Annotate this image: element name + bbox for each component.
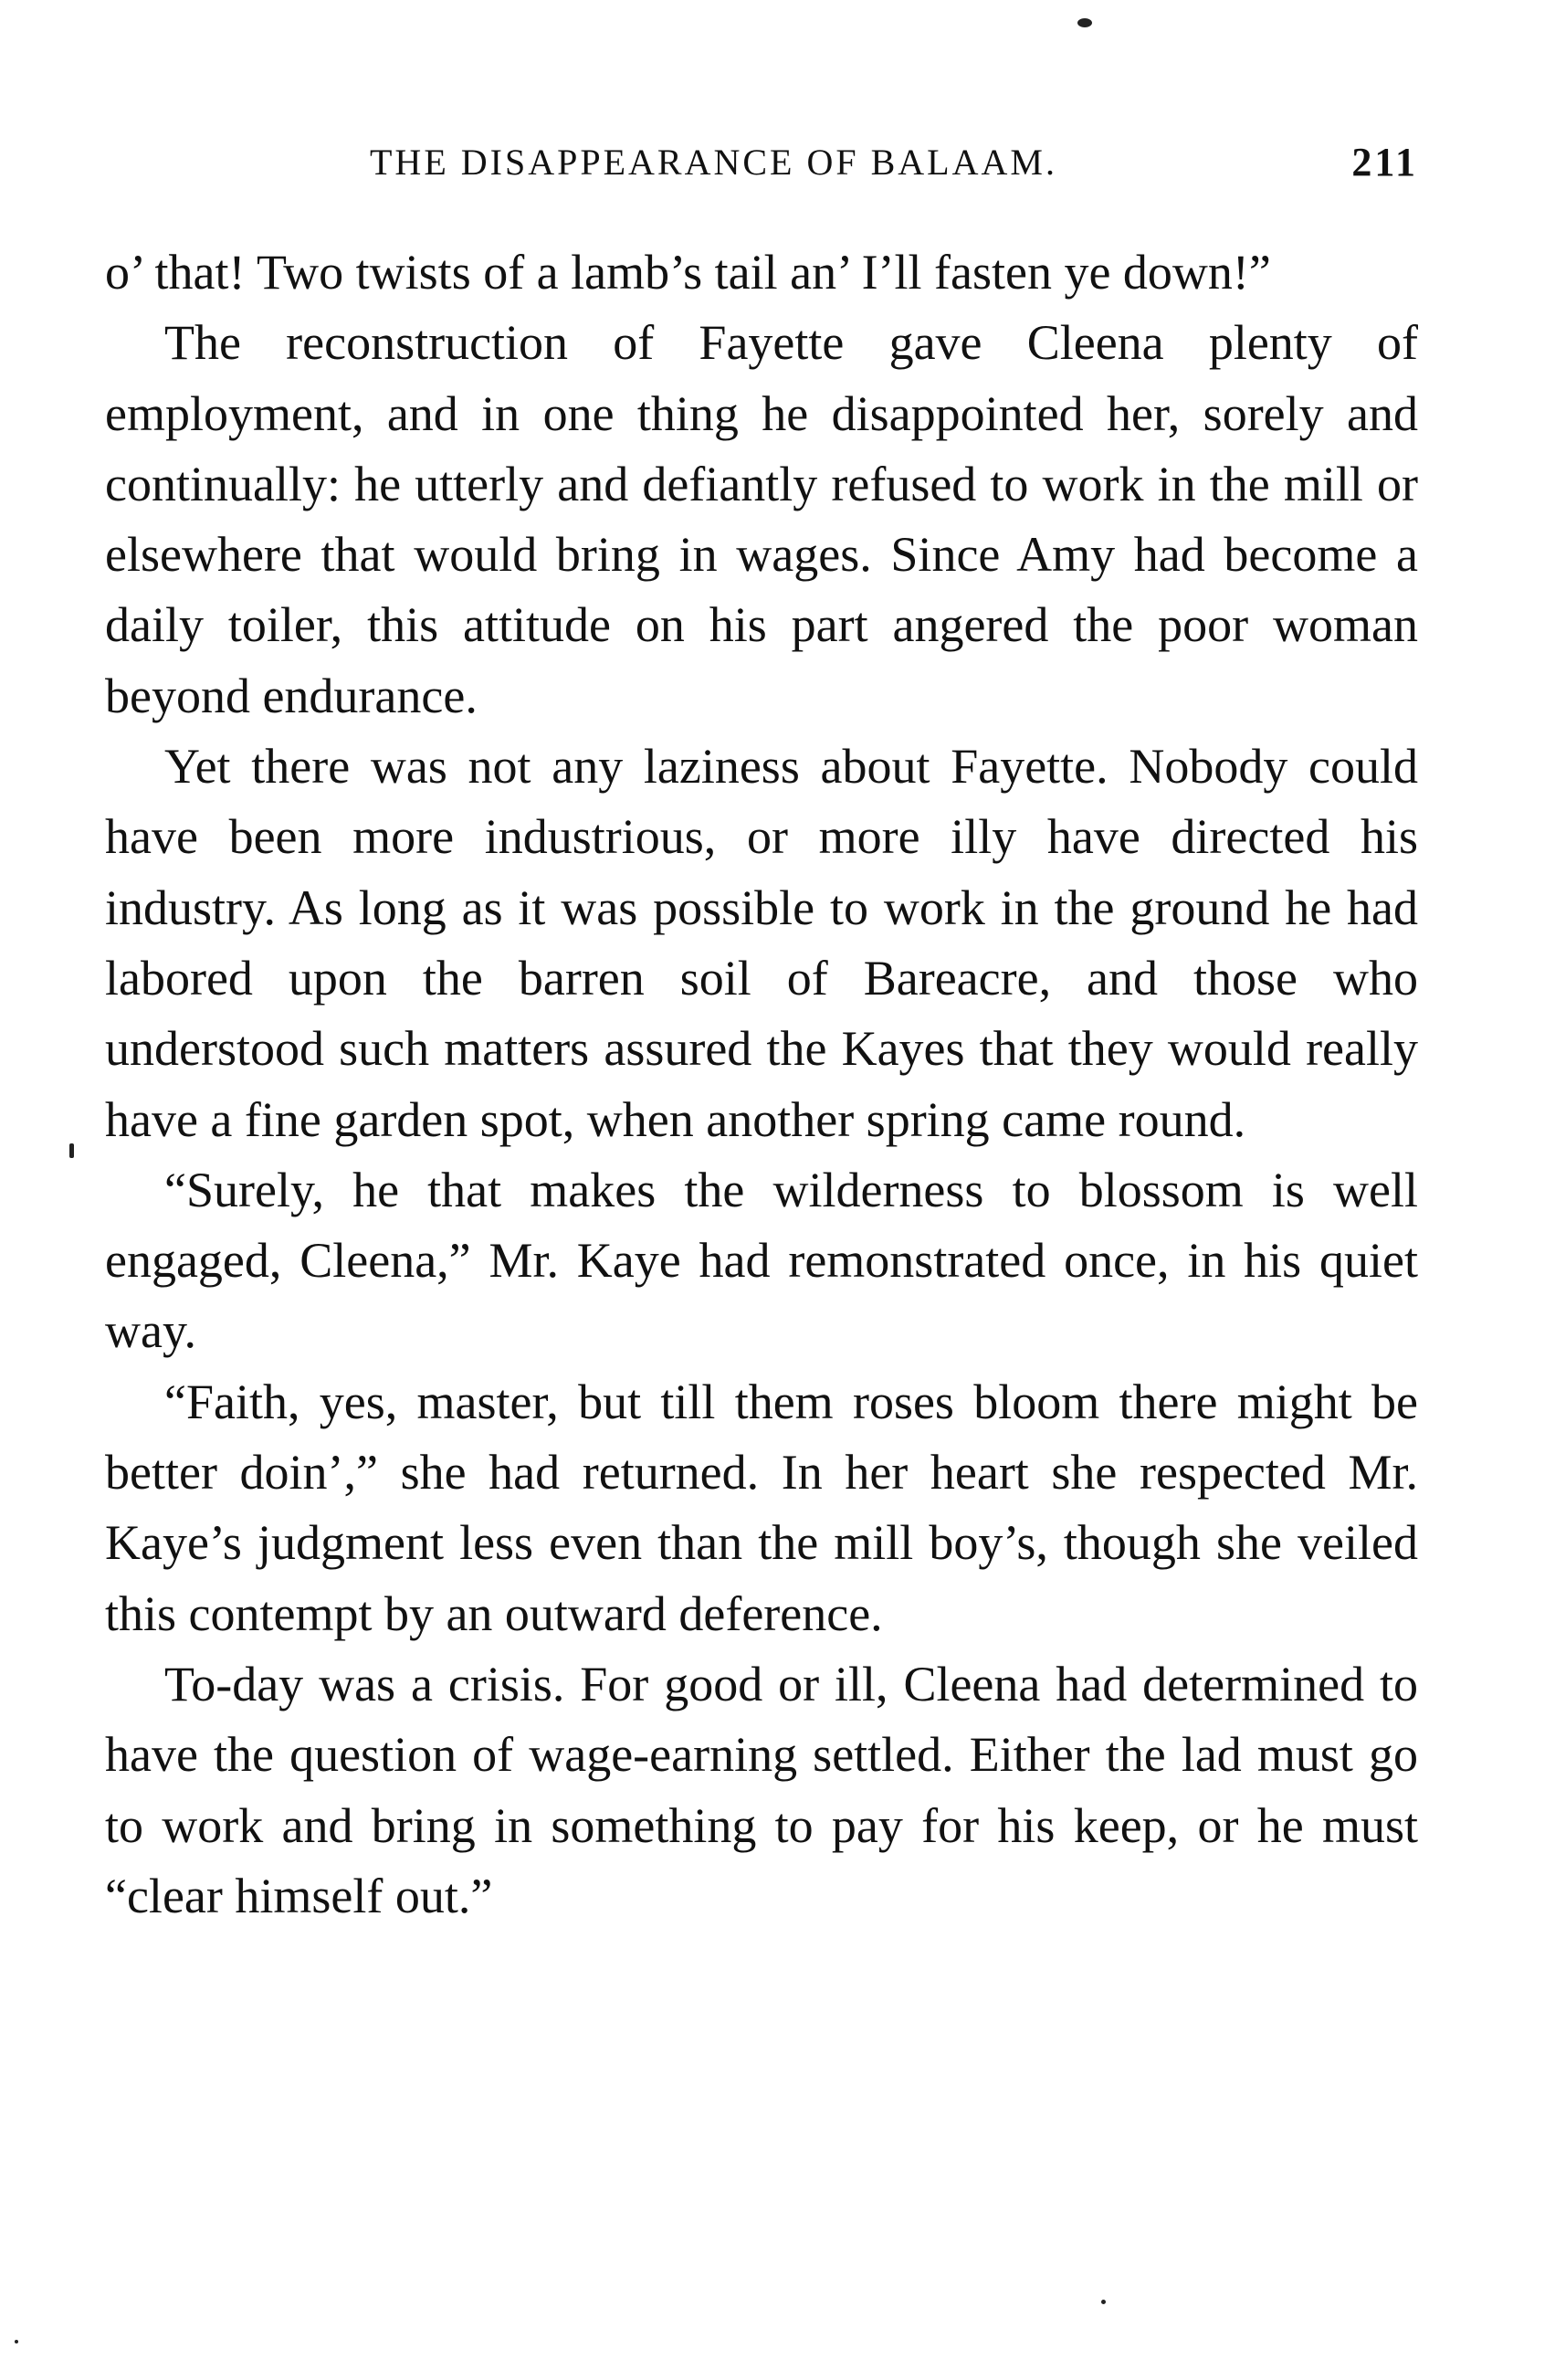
paragraph: Yet there was not any laziness about Fayette. Nobody could have been more industrious, or more illy have directed his industry. As long as it was possible to work in the ground he had labored upon the barren soil of Bareacre, and those who understood such matters assured the Kayes that they would really have a fine garden spot, when another spring came round. (105, 739, 1418, 1147)
page-number: 211 (1351, 140, 1418, 184)
running-head (105, 135, 1418, 190)
paragraph: To-day was a crisis. For good or ill, Cleena had determined to have the question of wage-earning settled. Either the lad must go to work and bring in something to pay for his keep, or he must “clear himself out.” (105, 1656, 1418, 1923)
running-title: THE DISAPPEARANCE OF BALAAM. (370, 142, 1057, 183)
paragraph: “Faith, yes, master, but till them roses bloom there might be better doin’,” she had returned. In her heart she respected Mr. Kaye’s judgment less even than the mill boy’s, though she veiled this contempt by an outward deference. (105, 1374, 1418, 1641)
ink-speck (1077, 18, 1092, 27)
body-text (105, 237, 1418, 1932)
paragraph: “Surely, he that makes the wilderness to blossom is well engaged, Cleena,” Mr. Kaye had remonstrated once, in his quiet way. (105, 1162, 1418, 1359)
ink-speck (15, 2340, 18, 2343)
paragraph: o’ that! Two twists of a lamb’s tail an’ I’ll fasten ye down!” (105, 245, 1271, 300)
paragraph: The reconstruction of Fayette gave Cleena plenty of employment, and in one thing he disappointed her, sorely and continually: he utterly and defiantly refused to work in the mill or elsewhere that would bring in wages. Since Amy had become a daily toiler, this attitude on his part angered the poor woman beyond endurance. (105, 315, 1418, 723)
ink-speck (69, 1143, 74, 1158)
ink-speck (1101, 2300, 1106, 2304)
